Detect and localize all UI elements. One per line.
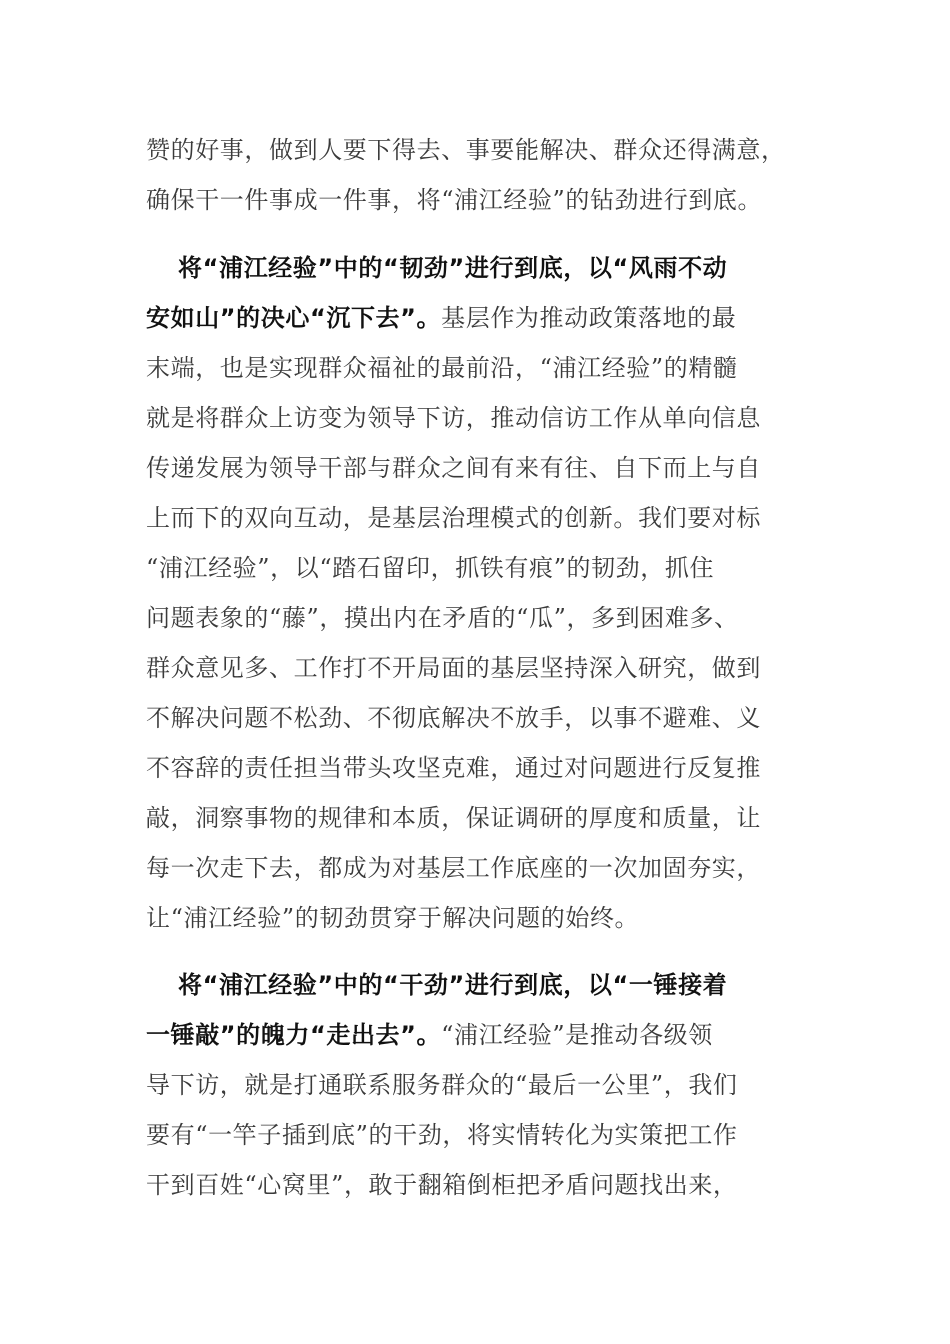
text-line (146, 1016, 713, 1054)
text-line: 让“浦江经验”的韧劲贯穿于解决问题的始终。 (146, 904, 640, 932)
text-line: 问题表象的“藤”，摸出内在矛盾的“瓜”，多到困难多、 (146, 604, 739, 632)
text-line: 群众意见多、工作打不开局面的基层坚持深入研究，做到 (146, 654, 761, 682)
text-line: 上而下的双向互动，是基层治理模式的创新。我们要对标 (146, 504, 761, 532)
text-line: 末端，也是实现群众福祉的最前沿，“浦江经验”的精髓 (146, 354, 738, 382)
text-line: 就是将群众上访变为领导下访，推动信访工作从单向信息 (146, 404, 761, 432)
paragraph-heading-tail: 一锤敲”的魄力“走出去”。 (146, 1021, 442, 1049)
text-line: 每一次走下去，都成为对基层工作底座的一次加固夯实， (146, 854, 761, 882)
text-line-tail: 基层作为推动政策落地的最 (441, 304, 737, 332)
text-line: 不解决问题不松劲、不彻底解决不放手，以事不避难、义 (146, 704, 761, 732)
text-line-tail: “浦江经验”是推动各级领 (441, 1021, 713, 1049)
paragraph-heading: 将“浦江经验”中的“韧劲”进行到底，以“风雨不动 (178, 254, 728, 282)
text-line: 确保干一件事成一件事，将“浦江经验”的钻劲进行到底。 (146, 186, 763, 214)
text-line: “浦江经验”，以“踏石留印，抓铁有痕”的韧劲，抓住 (146, 554, 715, 582)
text-line: 敲，洞察事物的规律和本质，保证调研的厚度和质量，让 (146, 804, 761, 832)
text-line (146, 299, 736, 337)
text-line: 干到百姓“心窝里”，敢于翻箱倒柜把矛盾问题找出来， (146, 1171, 738, 1199)
text-line: 要有“一竿子插到底”的干劲，将实情转化为实策把工作 (146, 1121, 738, 1149)
text-line: 不容辞的责任担当带头攻坚克难，通过对问题进行反复推 (146, 754, 761, 782)
text-line: 传递发展为领导干部与群众之间有来有往、自下而上与自 (146, 454, 761, 482)
text-line: 赞的好事，做到人要下得去、事要能解决、群众还得满意， (146, 136, 786, 164)
paragraph-heading: 将“浦江经验”中的“干劲”进行到底，以“一锤接着 (178, 971, 728, 999)
text-line: 导下访，就是打通联系服务群众的“最后一公里”，我们 (146, 1071, 738, 1099)
paragraph-heading-tail: 安如山”的决心“沉下去”。 (146, 304, 442, 332)
